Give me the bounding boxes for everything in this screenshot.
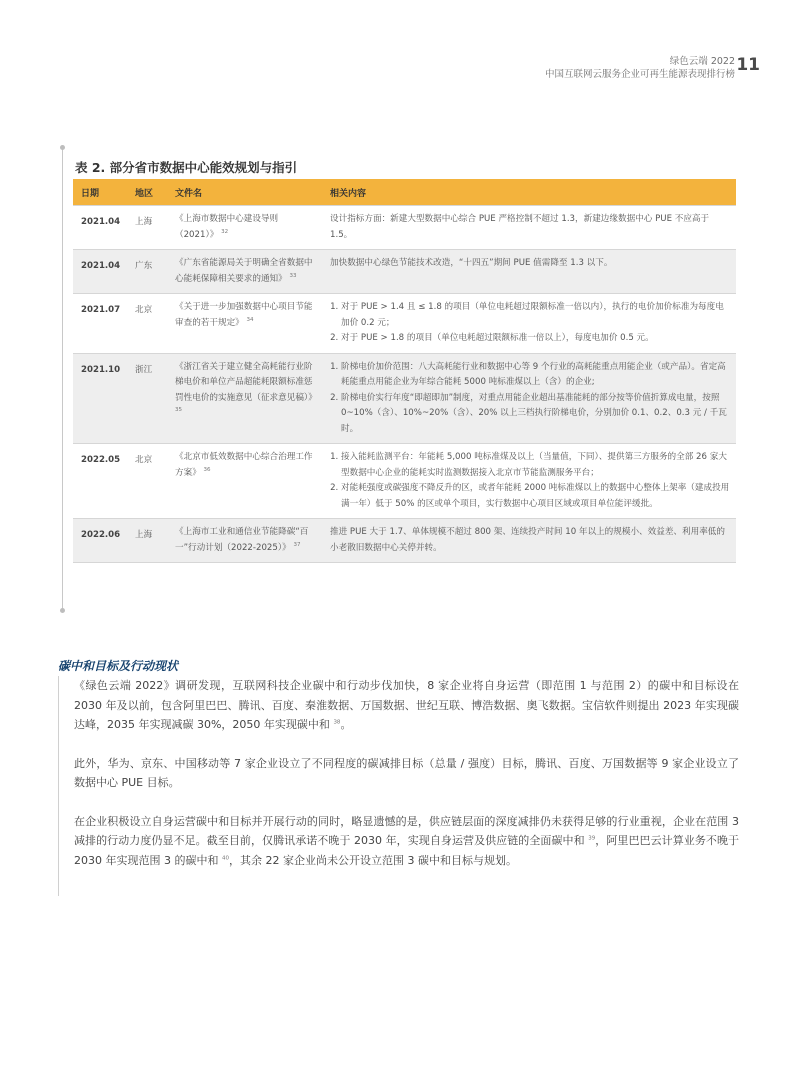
row-document [167, 444, 322, 519]
table-row [73, 250, 736, 294]
row-content: 加快数据中心绿色节能技术改造，“十四五”期间 PUE 值需降至 1.3 以下。 [330, 258, 613, 268]
paragraph-text: ，其余 22 家企业尚未公开设立范围 3 碳中和目标与规划。 [228, 853, 517, 867]
table-row [73, 519, 736, 563]
document-name: 《关于进一步加强数据中心项目节能审查的若干规定》 [175, 302, 313, 328]
header-report-subtitle: 中国互联网云服务企业可再生能源表现排行榜 [544, 69, 735, 80]
table-title: 表 2. 部分省市数据中心能效规划与指引 [75, 160, 298, 175]
footnote-ref: 39 [588, 835, 596, 842]
row-document [167, 206, 322, 250]
content-list-item: 1. 对于 PUE > 1.4 且 ≤ 1.8 的项目（单位电耗超过限额标准一倍以内），执行的电价加价标准为每度电加价 0.2 元； [341, 300, 732, 331]
document-name: 《上海市工业和通信业节能降碳“百一”行动计划（2022-2025）》 [175, 527, 309, 553]
content-list-item: 1. 阶梯电价加价范围：八大高耗能行业和数据中心等 9 个行业的高耗能重点用能企业（或产品）。省定高耗能重点用能企业为年综合能耗 5000 吨标准煤以上（含）的企业; [341, 360, 732, 391]
row-date: 2021.04 [81, 261, 121, 271]
table-row [73, 294, 736, 354]
row-document [167, 519, 322, 563]
row-document [167, 294, 322, 354]
row-date: 2021.04 [81, 217, 121, 227]
row-date: 2021.10 [81, 364, 121, 375]
row-content [322, 294, 736, 354]
row-document [167, 250, 322, 294]
document-name: 《广东省能源局关于明确全省数据中心能耗保障相关要求的通知》 [175, 258, 313, 284]
footnote-ref: 38 [333, 719, 341, 726]
footnote-ref: 35 [175, 407, 182, 414]
page-number: 11 [736, 55, 760, 75]
rule-bottom-dot [60, 608, 65, 613]
row-region: 上海 [135, 530, 153, 540]
footnote-ref: 33 [289, 272, 297, 279]
footnote-ref: 40 [221, 854, 229, 861]
row-content [322, 444, 736, 519]
footnote-ref: 32 [221, 228, 229, 235]
section-heading: 碳中和目标及行动现状 [58, 659, 179, 673]
content-list [330, 450, 732, 512]
row-region: 北京 [135, 455, 153, 465]
document-name: 《浙江省关于建立健全高耗能行业阶梯电价和单位产品超能耗限额标准惩罚性电价的实施意见（征求意见稿）》 [175, 361, 317, 403]
table-side-rule [62, 148, 63, 610]
row-region: 北京 [135, 305, 153, 315]
energy-policy-table [73, 179, 736, 563]
content-list-item: 2. 对能耗强度或碳强度不降反升的区，或者年能耗 2000 吨标准煤以上的数据中心整体上架率（建成投用满一年）低于 50% 的区或单个项目，实行数据中心项目区域或项目单位能评缓批。 [341, 481, 732, 512]
row-content: 设计指标方面：新建大型数据中心综合 PUE 严格控制不超过 1.3，新建边缘数据中心 PUE 不应高于 1.5。 [330, 214, 710, 240]
paragraph: 此外，华为、京东、中国移动等 7 家企业设立了不同程度的碳减排目标（总量 / 强度）目标，腾讯、百度、万国数据等 9 家企业设立了数据中心 PUE 目标。 [74, 756, 739, 789]
row-document [167, 353, 322, 444]
section-body [74, 676, 739, 889]
table-row [73, 353, 736, 444]
content-list-item: 2. 阶梯电价实行年度“即超即加”制度，对重点用能企业超出基准能耗的部分按等价值折算成电量，按照 0~10%（含）、10%~20%（含）、20% 以上三档执行阶梯电价，分别加价 0.1、0.2、0.3 元 / 千瓦时。 [341, 391, 732, 438]
document-name: 《北京市低效数据中心综合治理工作方案》 [175, 452, 313, 478]
table-row [73, 206, 736, 250]
document-name: 《上海市数据中心建设导则（2021）》 [175, 214, 279, 240]
table-row [73, 444, 736, 519]
row-region: 广东 [135, 261, 153, 271]
row-content [322, 353, 736, 444]
row-region: 浙江 [135, 364, 153, 375]
content-list [330, 300, 732, 347]
row-date: 2022.05 [81, 455, 121, 465]
col-header-content: 相关内容 [330, 188, 367, 199]
row-content: 推进 PUE 大于 1.7、单体规模不超过 800 架、连续投产时间 10 年以上的规模小、效益差、利用率低的小老散旧数据中心关停并转。 [330, 527, 725, 553]
running-header [545, 55, 735, 81]
paragraph-text: 在企业积极设立自身运营碳中和目标并开展行动的同时，略显遗憾的是，供应链层面的深度减排仍未获得足够的行业重视，企业在范围 3 减排的行动力度仍显不足。截至目前，仅腾讯承诺不晚于 2030 年，实现自身运营及供应链的全面碳中和 [74, 814, 739, 847]
content-list-item: 2. 对于 PUE > 1.8 的项目（单位电耗超过限额标准一倍以上），每度电加价 0.5 元。 [341, 331, 732, 347]
header-report-title: 绿色云端 2022 [669, 56, 735, 67]
paragraph-text: ，阿里巴巴云计算业务不晚于 2030 年实现范围 3 的碳中和 [74, 834, 740, 867]
table-header-row [73, 179, 736, 206]
footnote-ref: 36 [203, 466, 211, 473]
col-header-date: 日期 [81, 188, 100, 199]
col-header-document: 文件名 [175, 188, 203, 199]
footnote-ref: 37 [293, 541, 301, 548]
col-header-region: 地区 [135, 188, 154, 199]
rule-top-dot [60, 145, 65, 150]
row-date: 2021.07 [81, 305, 121, 315]
paragraph-text: 。 [340, 718, 352, 731]
row-region: 上海 [135, 217, 153, 227]
paragraph-text: 《绿色云端 2022》调研发现，互联网科技企业碳中和行动步伐加快，8 家企业将自身运营（即范围 1 与范围 2）的碳中和目标设在 2030 年及以前，包含阿里巴巴、腾讯、百度、秦淮数据、万国数据、世纪互联、博浩数据、奥飞数据。宝信软件则提出 2023 年实现碳达峰，2035 年实现减碳 30%，2050 年实现碳中和 [74, 679, 739, 731]
footnote-ref: 34 [246, 316, 254, 323]
section-side-rule [58, 676, 59, 896]
content-list-item: 1. 接入能耗监测平台：年能耗 5,000 吨标准煤及以上（当量值，下同）、提供第三方服务的全部 26 家大型数据中心企业的能耗实时监测数据接入北京市节能监测服务平台； [341, 450, 732, 481]
paragraph [74, 812, 739, 871]
paragraph [74, 676, 739, 735]
content-list [330, 360, 732, 438]
row-date: 2022.06 [81, 530, 121, 540]
